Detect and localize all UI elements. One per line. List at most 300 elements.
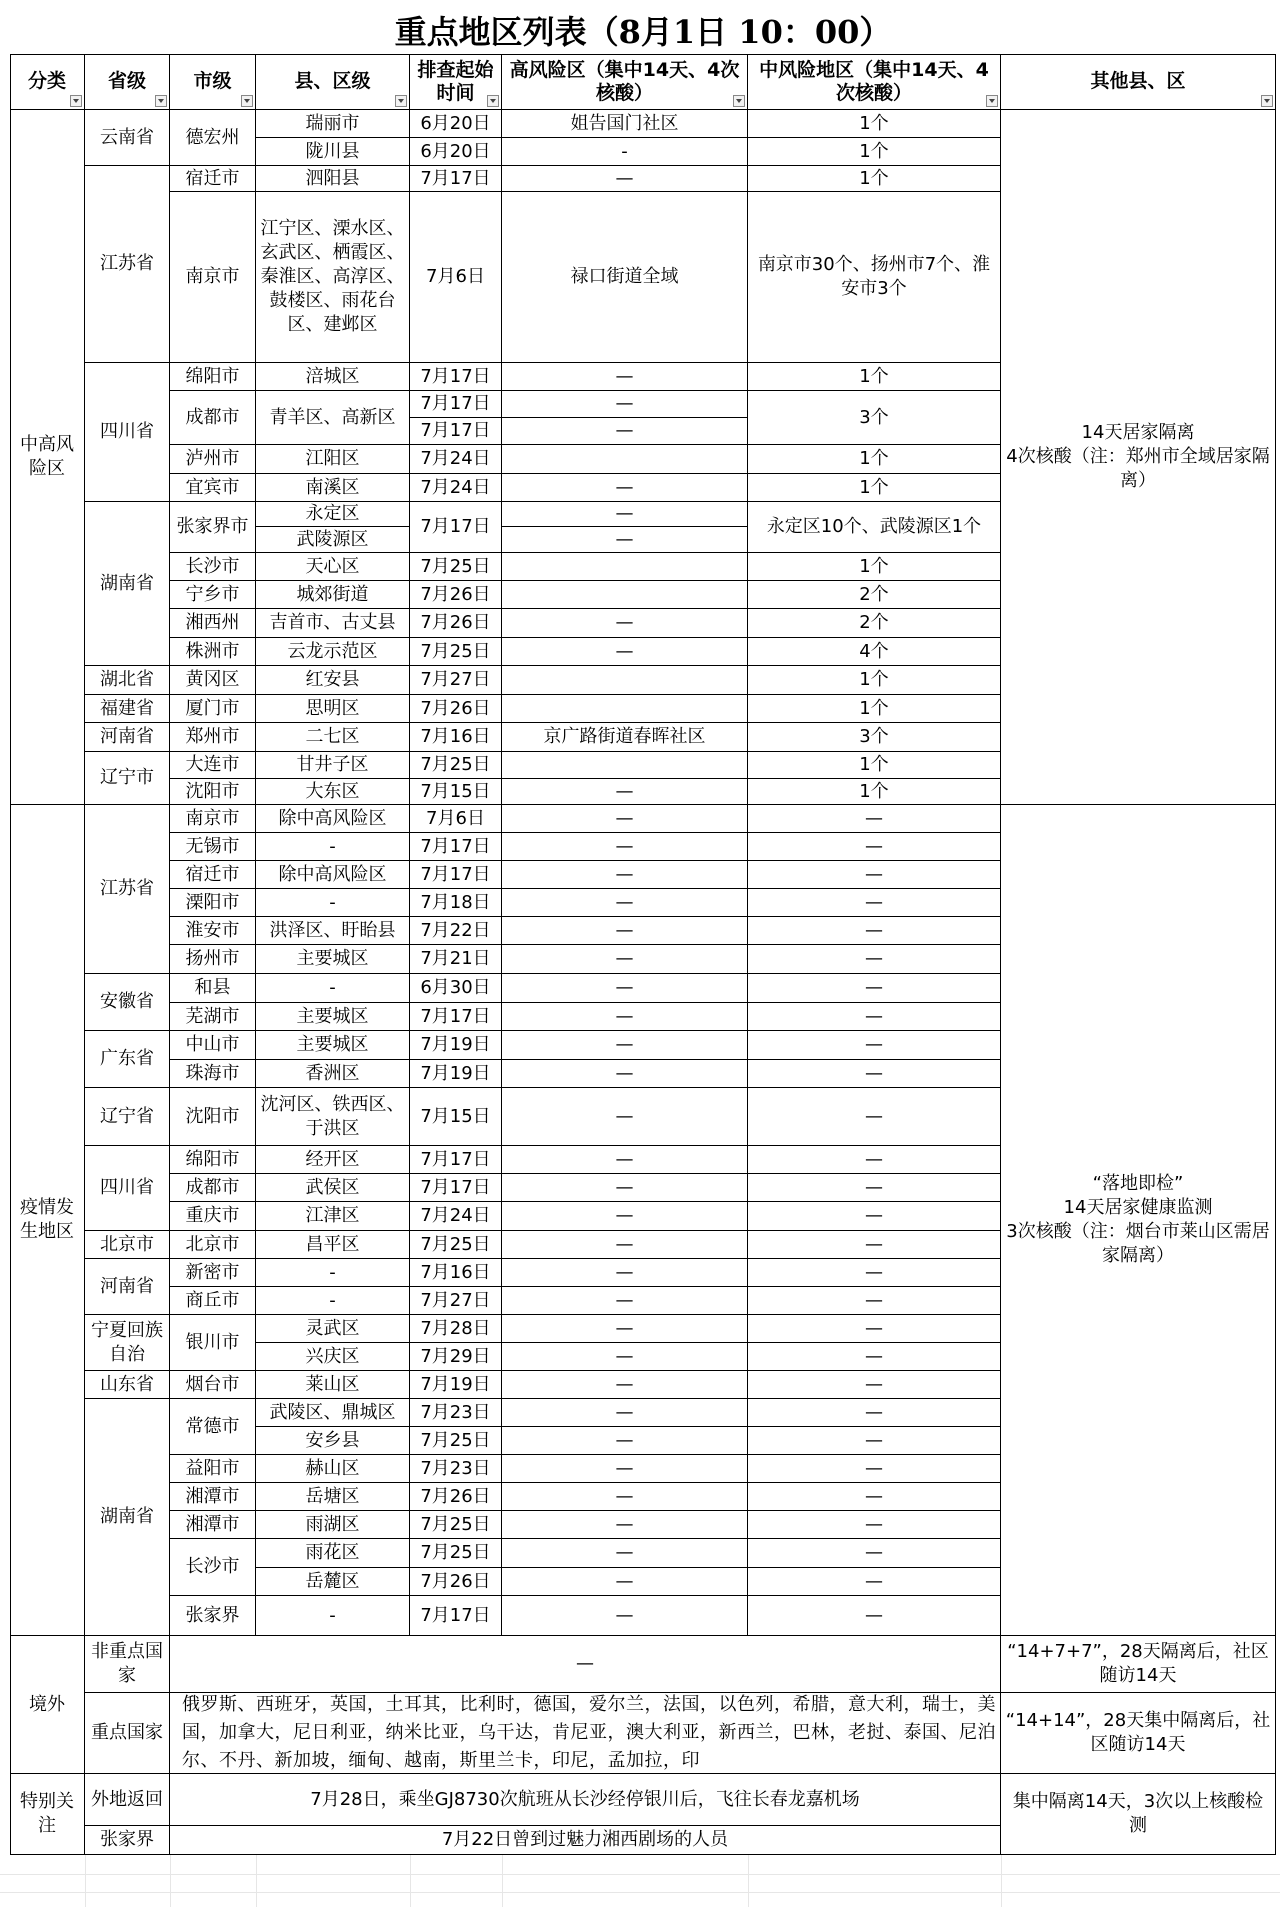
mid-risk-cell-text: — bbox=[865, 1513, 883, 1535]
city-cell-text: 烟台市 bbox=[185, 1373, 240, 1395]
other-policy-cell-text: “落地即检” 14天居家健康监测 3次核酸（注：烟台市莱山区需居家隔离） bbox=[1006, 1173, 1270, 1266]
county-cell bbox=[256, 666, 410, 695]
mid-risk-cell bbox=[748, 1231, 1001, 1259]
sheet-gridline bbox=[85, 1855, 86, 1907]
province-cell bbox=[85, 1088, 170, 1146]
time-cell-text: 7月24日 bbox=[420, 448, 491, 469]
high-risk-cell bbox=[502, 1003, 748, 1031]
county-cell-text: 主要城区 bbox=[296, 1034, 369, 1055]
high-risk-cell bbox=[502, 861, 748, 889]
county-cell-text: 雨花区 bbox=[305, 1542, 360, 1563]
county-cell bbox=[256, 1202, 410, 1231]
city-cell-text: 宿迁市 bbox=[185, 167, 240, 189]
county-cell bbox=[256, 1511, 410, 1539]
county-cell bbox=[256, 527, 410, 553]
special-type-cell-text: 外地返回 bbox=[91, 1788, 163, 1810]
category-cell-text: 境外 bbox=[29, 1693, 65, 1715]
filter-dropdown-icon[interactable] bbox=[986, 95, 998, 107]
high-risk-cell-text: — bbox=[615, 1034, 634, 1055]
sheet-gridline bbox=[170, 1855, 171, 1907]
province-cell bbox=[85, 723, 170, 752]
high-risk-cell bbox=[502, 779, 748, 805]
abroad-policy-cell bbox=[1001, 1636, 1276, 1693]
high-risk-cell-text: — bbox=[615, 919, 634, 941]
filter-dropdown-icon[interactable] bbox=[395, 95, 407, 107]
time-cell-text: 7月23日 bbox=[420, 1457, 491, 1479]
province-cell-text: 云南省 bbox=[100, 126, 154, 148]
mid-risk-cell-text: 1个 bbox=[859, 555, 889, 577]
mid-risk-cell-text: — bbox=[865, 1317, 883, 1339]
mid-risk-cell bbox=[748, 805, 1001, 833]
high-risk-cell bbox=[502, 1427, 748, 1455]
time-cell bbox=[410, 418, 502, 445]
county-cell-text: 永定区 bbox=[305, 503, 360, 524]
header-mid-risk bbox=[748, 54, 1001, 110]
city-cell-text: 黄冈区 bbox=[185, 669, 240, 690]
mid-risk-cell-text: — bbox=[865, 1062, 883, 1084]
mid-risk-cell-text: — bbox=[865, 1233, 883, 1255]
time-cell bbox=[410, 192, 502, 363]
county-cell bbox=[256, 502, 410, 527]
city-cell bbox=[170, 1031, 256, 1060]
mid-risk-cell-text: — bbox=[865, 891, 883, 913]
time-cell bbox=[410, 1031, 502, 1060]
province-cell-text: 安徽省 bbox=[100, 991, 154, 1012]
city-cell bbox=[170, 1231, 256, 1259]
high-risk-cell bbox=[502, 474, 748, 502]
city-cell-text: 厦门市 bbox=[185, 697, 240, 719]
province-cell bbox=[85, 363, 170, 502]
time-cell bbox=[410, 363, 502, 391]
county-cell bbox=[256, 1427, 410, 1455]
header-mid-risk-text: 中风险地区（集中14天、4次核酸） bbox=[759, 58, 989, 104]
county-cell-text: - bbox=[329, 835, 336, 857]
high-risk-cell bbox=[502, 166, 748, 192]
mid-risk-cell bbox=[748, 723, 1001, 752]
time-cell-text: 7月17日 bbox=[420, 516, 491, 537]
province-cell bbox=[85, 1231, 170, 1259]
high-risk-cell-text: — bbox=[615, 1485, 634, 1507]
province-cell-text: 广东省 bbox=[100, 1048, 154, 1069]
mid-risk-cell bbox=[748, 1060, 1001, 1088]
time-cell-text: 7月16日 bbox=[420, 726, 491, 747]
county-cell bbox=[256, 861, 410, 889]
high-risk-cell-text: — bbox=[615, 948, 634, 969]
county-cell bbox=[256, 1596, 410, 1636]
county-cell bbox=[256, 1146, 410, 1174]
mid-risk-cell-text: — bbox=[865, 1289, 883, 1311]
county-cell bbox=[256, 1088, 410, 1146]
county-cell bbox=[256, 1568, 410, 1596]
province-cell-text: 宁夏回族自治 bbox=[91, 1319, 163, 1365]
city-cell bbox=[170, 192, 256, 363]
high-risk-cell-text: — bbox=[615, 1604, 634, 1626]
county-cell bbox=[256, 1539, 410, 1568]
time-cell-text: 7月16日 bbox=[420, 1261, 491, 1283]
mid-risk-cell bbox=[748, 609, 1001, 638]
county-cell-text: 洪泽区、盱眙县 bbox=[269, 919, 396, 941]
time-cell-text: 7月26日 bbox=[420, 1570, 491, 1592]
time-cell bbox=[410, 1202, 502, 1231]
county-cell-text: 二七区 bbox=[305, 726, 360, 747]
abroad-policy-cell-text: “14+7+7”，28天隔离后，社区随访14天 bbox=[1007, 1641, 1269, 1686]
high-risk-cell-text: — bbox=[615, 835, 634, 857]
county-cell-text: - bbox=[329, 1261, 336, 1283]
city-cell bbox=[170, 166, 256, 192]
time-cell-text: 7月19日 bbox=[420, 1034, 491, 1055]
mid-risk-cell bbox=[748, 445, 1001, 474]
mid-risk-cell bbox=[748, 110, 1001, 138]
county-cell-text: 安乡县 bbox=[305, 1429, 360, 1451]
time-cell-text: 7月25日 bbox=[420, 754, 491, 775]
county-cell bbox=[256, 1231, 410, 1259]
city-cell bbox=[170, 1483, 256, 1511]
county-cell-text: 青羊区、高新区 bbox=[269, 406, 396, 428]
county-cell-text: 思明区 bbox=[305, 697, 360, 719]
city-cell-text: 和县 bbox=[194, 977, 231, 998]
time-cell bbox=[410, 1343, 502, 1371]
filter-dropdown-icon[interactable] bbox=[241, 95, 253, 107]
county-cell-text: 岳麓区 bbox=[305, 1570, 360, 1592]
city-cell bbox=[170, 1315, 256, 1371]
time-cell bbox=[410, 1259, 502, 1287]
city-cell bbox=[170, 638, 256, 666]
province-cell-text: 四川省 bbox=[100, 1177, 154, 1198]
time-cell bbox=[410, 1371, 502, 1399]
city-cell-text: 成都市 bbox=[185, 406, 240, 428]
filter-dropdown-icon[interactable] bbox=[155, 95, 167, 107]
mid-risk-cell-text: 1个 bbox=[859, 780, 889, 802]
province-cell bbox=[85, 695, 170, 723]
province-cell-text: 河南省 bbox=[100, 726, 154, 747]
abroad-type-cell-text: 非重点国家 bbox=[91, 1641, 163, 1686]
county-cell-text: 红安县 bbox=[305, 669, 360, 690]
time-cell-text: 7月17日 bbox=[420, 835, 491, 857]
county-cell-text: 赫山区 bbox=[305, 1457, 360, 1479]
high-risk-cell bbox=[502, 917, 748, 945]
province-cell bbox=[85, 666, 170, 695]
mid-risk-cell-text: — bbox=[865, 1604, 883, 1626]
city-cell-text: 湘潭市 bbox=[185, 1485, 240, 1507]
time-cell bbox=[410, 391, 502, 418]
city-cell-text: 中山市 bbox=[185, 1034, 240, 1055]
mid-risk-cell-text: — bbox=[865, 1373, 883, 1395]
city-cell bbox=[170, 1088, 256, 1146]
city-cell-text: 长沙市 bbox=[185, 1556, 240, 1577]
high-risk-cell-text: — bbox=[615, 1105, 634, 1127]
header-province bbox=[85, 54, 170, 110]
mid-risk-cell bbox=[748, 1287, 1001, 1315]
time-cell-text: 7月25日 bbox=[420, 1233, 491, 1255]
county-cell bbox=[256, 192, 410, 363]
mid-risk-cell bbox=[748, 1088, 1001, 1146]
mid-risk-cell bbox=[748, 1455, 1001, 1483]
time-cell-text: 7月27日 bbox=[420, 669, 491, 690]
city-cell-text: 郑州市 bbox=[185, 726, 240, 747]
high-risk-cell-text: — bbox=[615, 640, 634, 662]
city-cell-text: 益阳市 bbox=[185, 1457, 240, 1479]
county-cell-text: 武陵区、鼎城区 bbox=[269, 1401, 396, 1423]
mid-risk-cell bbox=[748, 1003, 1001, 1031]
city-cell bbox=[170, 1259, 256, 1287]
mid-risk-cell bbox=[748, 192, 1001, 363]
high-risk-cell-text: 京广路街道春晖社区 bbox=[543, 726, 706, 747]
time-cell bbox=[410, 445, 502, 474]
mid-risk-cell bbox=[748, 1146, 1001, 1174]
city-cell bbox=[170, 391, 256, 445]
province-cell bbox=[85, 1315, 170, 1371]
filter-dropdown-icon[interactable] bbox=[70, 95, 82, 107]
time-cell-text: 7月17日 bbox=[420, 167, 491, 189]
mid-risk-cell-text: — bbox=[865, 1148, 883, 1170]
header-other bbox=[1001, 54, 1276, 110]
high-risk-cell-text: — bbox=[615, 503, 634, 524]
county-cell bbox=[256, 474, 410, 502]
special-detail-cell bbox=[170, 1826, 1001, 1855]
county-cell bbox=[256, 805, 410, 833]
county-cell-text: 吉首市、古丈县 bbox=[269, 612, 396, 633]
mid-risk-cell-text: — bbox=[865, 807, 883, 829]
time-cell-text: 7月17日 bbox=[420, 1148, 491, 1170]
category-cell-text: 特别关注 bbox=[20, 1791, 74, 1836]
country-list-cell bbox=[170, 1693, 1001, 1774]
mid-risk-cell bbox=[748, 1427, 1001, 1455]
filter-dropdown-icon[interactable] bbox=[1261, 95, 1273, 107]
time-cell-text: 7月25日 bbox=[420, 1513, 491, 1535]
high-risk-cell-text: — bbox=[615, 420, 634, 441]
high-risk-cell bbox=[502, 1146, 748, 1174]
province-cell-text: 湖北省 bbox=[100, 669, 154, 690]
category-cell bbox=[10, 1636, 85, 1774]
time-cell-text: 7月18日 bbox=[420, 891, 491, 913]
special-type-cell-text: 张家界 bbox=[100, 1829, 154, 1850]
time-cell-text: 7月26日 bbox=[420, 583, 491, 605]
sheet-gridline bbox=[1001, 1855, 1002, 1907]
time-cell-text: 7月23日 bbox=[420, 1401, 491, 1423]
high-risk-cell bbox=[502, 502, 748, 527]
mid-risk-cell bbox=[748, 1568, 1001, 1596]
sheet-gridline bbox=[410, 1855, 411, 1907]
high-risk-cell-text: — bbox=[615, 1429, 634, 1451]
time-cell bbox=[410, 609, 502, 638]
province-cell-text: 江苏省 bbox=[100, 878, 154, 899]
mid-risk-cell-text: 1个 bbox=[859, 476, 889, 498]
mid-risk-cell bbox=[748, 752, 1001, 779]
county-cell bbox=[256, 445, 410, 474]
time-cell-text: 7月17日 bbox=[420, 393, 491, 414]
time-cell-text: 7月26日 bbox=[420, 612, 491, 633]
city-cell-text: 绵阳市 bbox=[185, 365, 240, 387]
county-cell-text: 涪城区 bbox=[305, 365, 360, 387]
mid-risk-cell bbox=[748, 861, 1001, 889]
mid-risk-cell bbox=[748, 1399, 1001, 1427]
mid-risk-cell bbox=[748, 166, 1001, 192]
county-cell bbox=[256, 1174, 410, 1202]
high-risk-cell bbox=[502, 833, 748, 861]
time-cell-text: 7月17日 bbox=[420, 420, 491, 441]
city-cell-text: 南京市 bbox=[185, 807, 240, 829]
time-cell bbox=[410, 1315, 502, 1343]
time-cell-text: 7月27日 bbox=[420, 1289, 491, 1311]
high-risk-cell-text: — bbox=[615, 1373, 634, 1395]
high-risk-cell-text: - bbox=[621, 140, 628, 162]
mid-risk-cell bbox=[748, 502, 1001, 553]
province-cell-text: 福建省 bbox=[100, 697, 154, 719]
high-risk-cell-text: — bbox=[615, 1542, 634, 1563]
province-cell bbox=[85, 110, 170, 166]
other-policy-cell bbox=[1001, 110, 1276, 805]
city-cell bbox=[170, 695, 256, 723]
time-cell bbox=[410, 666, 502, 695]
time-cell-text: 7月6日 bbox=[426, 807, 485, 829]
province-cell-text: 北京市 bbox=[100, 1233, 154, 1255]
time-cell bbox=[410, 166, 502, 192]
county-cell bbox=[256, 945, 410, 974]
high-risk-cell bbox=[502, 638, 748, 666]
province-cell-text: 辽宁省 bbox=[100, 1105, 154, 1127]
mid-risk-cell-text: 1个 bbox=[859, 167, 889, 189]
province-cell bbox=[85, 1371, 170, 1399]
mid-risk-cell bbox=[748, 779, 1001, 805]
county-cell-text: - bbox=[329, 977, 336, 998]
time-cell-text: 7月19日 bbox=[420, 1062, 491, 1084]
county-cell-text: 除中高风险区 bbox=[278, 863, 387, 885]
mid-risk-cell-text: 3个 bbox=[859, 726, 889, 747]
city-cell-text: 大连市 bbox=[185, 754, 240, 775]
province-cell bbox=[85, 166, 170, 363]
time-cell bbox=[410, 1146, 502, 1174]
mid-risk-cell-text: 南京市30个、扬州市7个、淮安市3个 bbox=[757, 254, 991, 299]
mid-risk-cell bbox=[748, 666, 1001, 695]
time-cell-text: 7月19日 bbox=[420, 1373, 491, 1395]
time-cell-text: 7月26日 bbox=[420, 697, 491, 719]
page-title: 重点地区列表（8月1日 10：00） bbox=[394, 13, 892, 51]
abroad-type-cell bbox=[85, 1693, 170, 1774]
time-cell-text: 7月21日 bbox=[420, 948, 491, 969]
high-risk-cell bbox=[502, 192, 748, 363]
time-cell bbox=[410, 974, 502, 1003]
mid-risk-cell bbox=[748, 1511, 1001, 1539]
mid-risk-cell bbox=[748, 1371, 1001, 1399]
county-cell bbox=[256, 391, 410, 445]
abroad-policy-cell-text: “14+14”，28天集中隔离后，社区随访14天 bbox=[1005, 1710, 1271, 1755]
high-risk-cell bbox=[502, 1315, 748, 1343]
high-risk-cell bbox=[502, 1202, 748, 1231]
high-risk-cell bbox=[502, 110, 748, 138]
county-cell bbox=[256, 889, 410, 917]
county-cell bbox=[256, 638, 410, 666]
time-cell bbox=[410, 861, 502, 889]
time-cell-text: 7月15日 bbox=[420, 780, 491, 802]
high-risk-cell bbox=[502, 1259, 748, 1287]
mid-risk-cell-text: — bbox=[865, 1485, 883, 1507]
mid-risk-cell-text: — bbox=[865, 919, 883, 941]
other-policy-cell-text: 14天居家隔离 4次核酸（注：郑州市全域居家隔离） bbox=[1006, 422, 1270, 491]
high-risk-cell-text: — bbox=[615, 807, 634, 829]
city-cell bbox=[170, 581, 256, 609]
province-cell-text: 湖南省 bbox=[100, 572, 154, 594]
mid-risk-cell bbox=[748, 945, 1001, 974]
mid-risk-cell-text: — bbox=[865, 948, 883, 969]
county-cell-text: 甘井子区 bbox=[296, 754, 369, 775]
filter-dropdown-icon[interactable] bbox=[733, 95, 745, 107]
high-risk-cell bbox=[502, 1088, 748, 1146]
county-cell-text: 云龙示范区 bbox=[287, 640, 378, 662]
city-cell-text: 溧阳市 bbox=[185, 891, 240, 913]
county-cell bbox=[256, 917, 410, 945]
special-detail-cell-text: 7月28日，乘坐GJ8730次航班从长沙经停银川后，飞往长春龙嘉机场 bbox=[310, 1788, 860, 1810]
mid-risk-cell-text: — bbox=[865, 1176, 883, 1198]
high-risk-cell bbox=[502, 1231, 748, 1259]
city-cell-text: 绵阳市 bbox=[185, 1148, 240, 1170]
city-cell bbox=[170, 1202, 256, 1231]
header-start-time-text: 排查起始时间 bbox=[417, 58, 494, 104]
filter-dropdown-icon[interactable] bbox=[487, 95, 499, 107]
time-cell-text: 7月24日 bbox=[420, 476, 491, 498]
city-cell-text: 沈阳市 bbox=[185, 1105, 240, 1127]
city-cell bbox=[170, 1399, 256, 1455]
high-risk-cell bbox=[502, 1371, 748, 1399]
county-cell bbox=[256, 363, 410, 391]
county-cell-text: - bbox=[329, 1289, 336, 1311]
high-risk-cell-text: — bbox=[615, 1289, 634, 1311]
abroad-type-cell bbox=[85, 1636, 170, 1693]
county-cell-text: 莱山区 bbox=[305, 1373, 360, 1395]
abroad-policy-cell bbox=[1001, 1693, 1276, 1774]
time-cell-text: 6月20日 bbox=[420, 112, 491, 134]
city-cell-text: 南京市 bbox=[185, 266, 240, 287]
city-cell-text: 沈阳市 bbox=[185, 780, 240, 802]
time-cell bbox=[410, 110, 502, 138]
mid-risk-cell-text: — bbox=[865, 863, 883, 885]
high-risk-cell bbox=[502, 945, 748, 974]
header-high-risk bbox=[502, 54, 748, 110]
high-risk-cell-text: — bbox=[615, 612, 634, 633]
mid-risk-cell bbox=[748, 917, 1001, 945]
county-cell bbox=[256, 609, 410, 638]
mid-risk-cell-text: — bbox=[865, 835, 883, 857]
city-cell bbox=[170, 1287, 256, 1315]
county-cell-text: 雨湖区 bbox=[305, 1513, 360, 1535]
country-list-cell bbox=[170, 1636, 1001, 1693]
high-risk-cell bbox=[502, 1568, 748, 1596]
category-cell bbox=[10, 1774, 85, 1855]
mid-risk-cell bbox=[748, 1596, 1001, 1636]
county-cell-text: 灵武区 bbox=[305, 1317, 360, 1339]
high-risk-cell-text: — bbox=[615, 528, 634, 550]
mid-risk-cell-text: — bbox=[865, 1005, 883, 1027]
province-cell bbox=[85, 1031, 170, 1088]
city-cell bbox=[170, 805, 256, 833]
high-risk-cell-text: — bbox=[615, 1513, 634, 1535]
mid-risk-cell-text: 1个 bbox=[859, 140, 889, 162]
city-cell bbox=[170, 1596, 256, 1636]
high-risk-cell-text: 禄口街道全域 bbox=[570, 266, 679, 287]
county-cell bbox=[256, 110, 410, 138]
mid-risk-cell-text: 永定区10个、武陵源区1个 bbox=[766, 516, 982, 537]
city-cell bbox=[170, 1146, 256, 1174]
high-risk-cell-text: — bbox=[615, 1205, 634, 1226]
time-cell bbox=[410, 553, 502, 581]
high-risk-cell bbox=[502, 581, 748, 609]
high-risk-cell bbox=[502, 1343, 748, 1371]
mid-risk-cell bbox=[748, 1031, 1001, 1060]
time-cell bbox=[410, 1596, 502, 1636]
abroad-type-cell-text: 重点国家 bbox=[91, 1722, 163, 1743]
high-risk-cell-text: — bbox=[615, 1401, 634, 1423]
time-cell-text: 7月25日 bbox=[420, 555, 491, 577]
mid-risk-cell bbox=[748, 391, 1001, 445]
